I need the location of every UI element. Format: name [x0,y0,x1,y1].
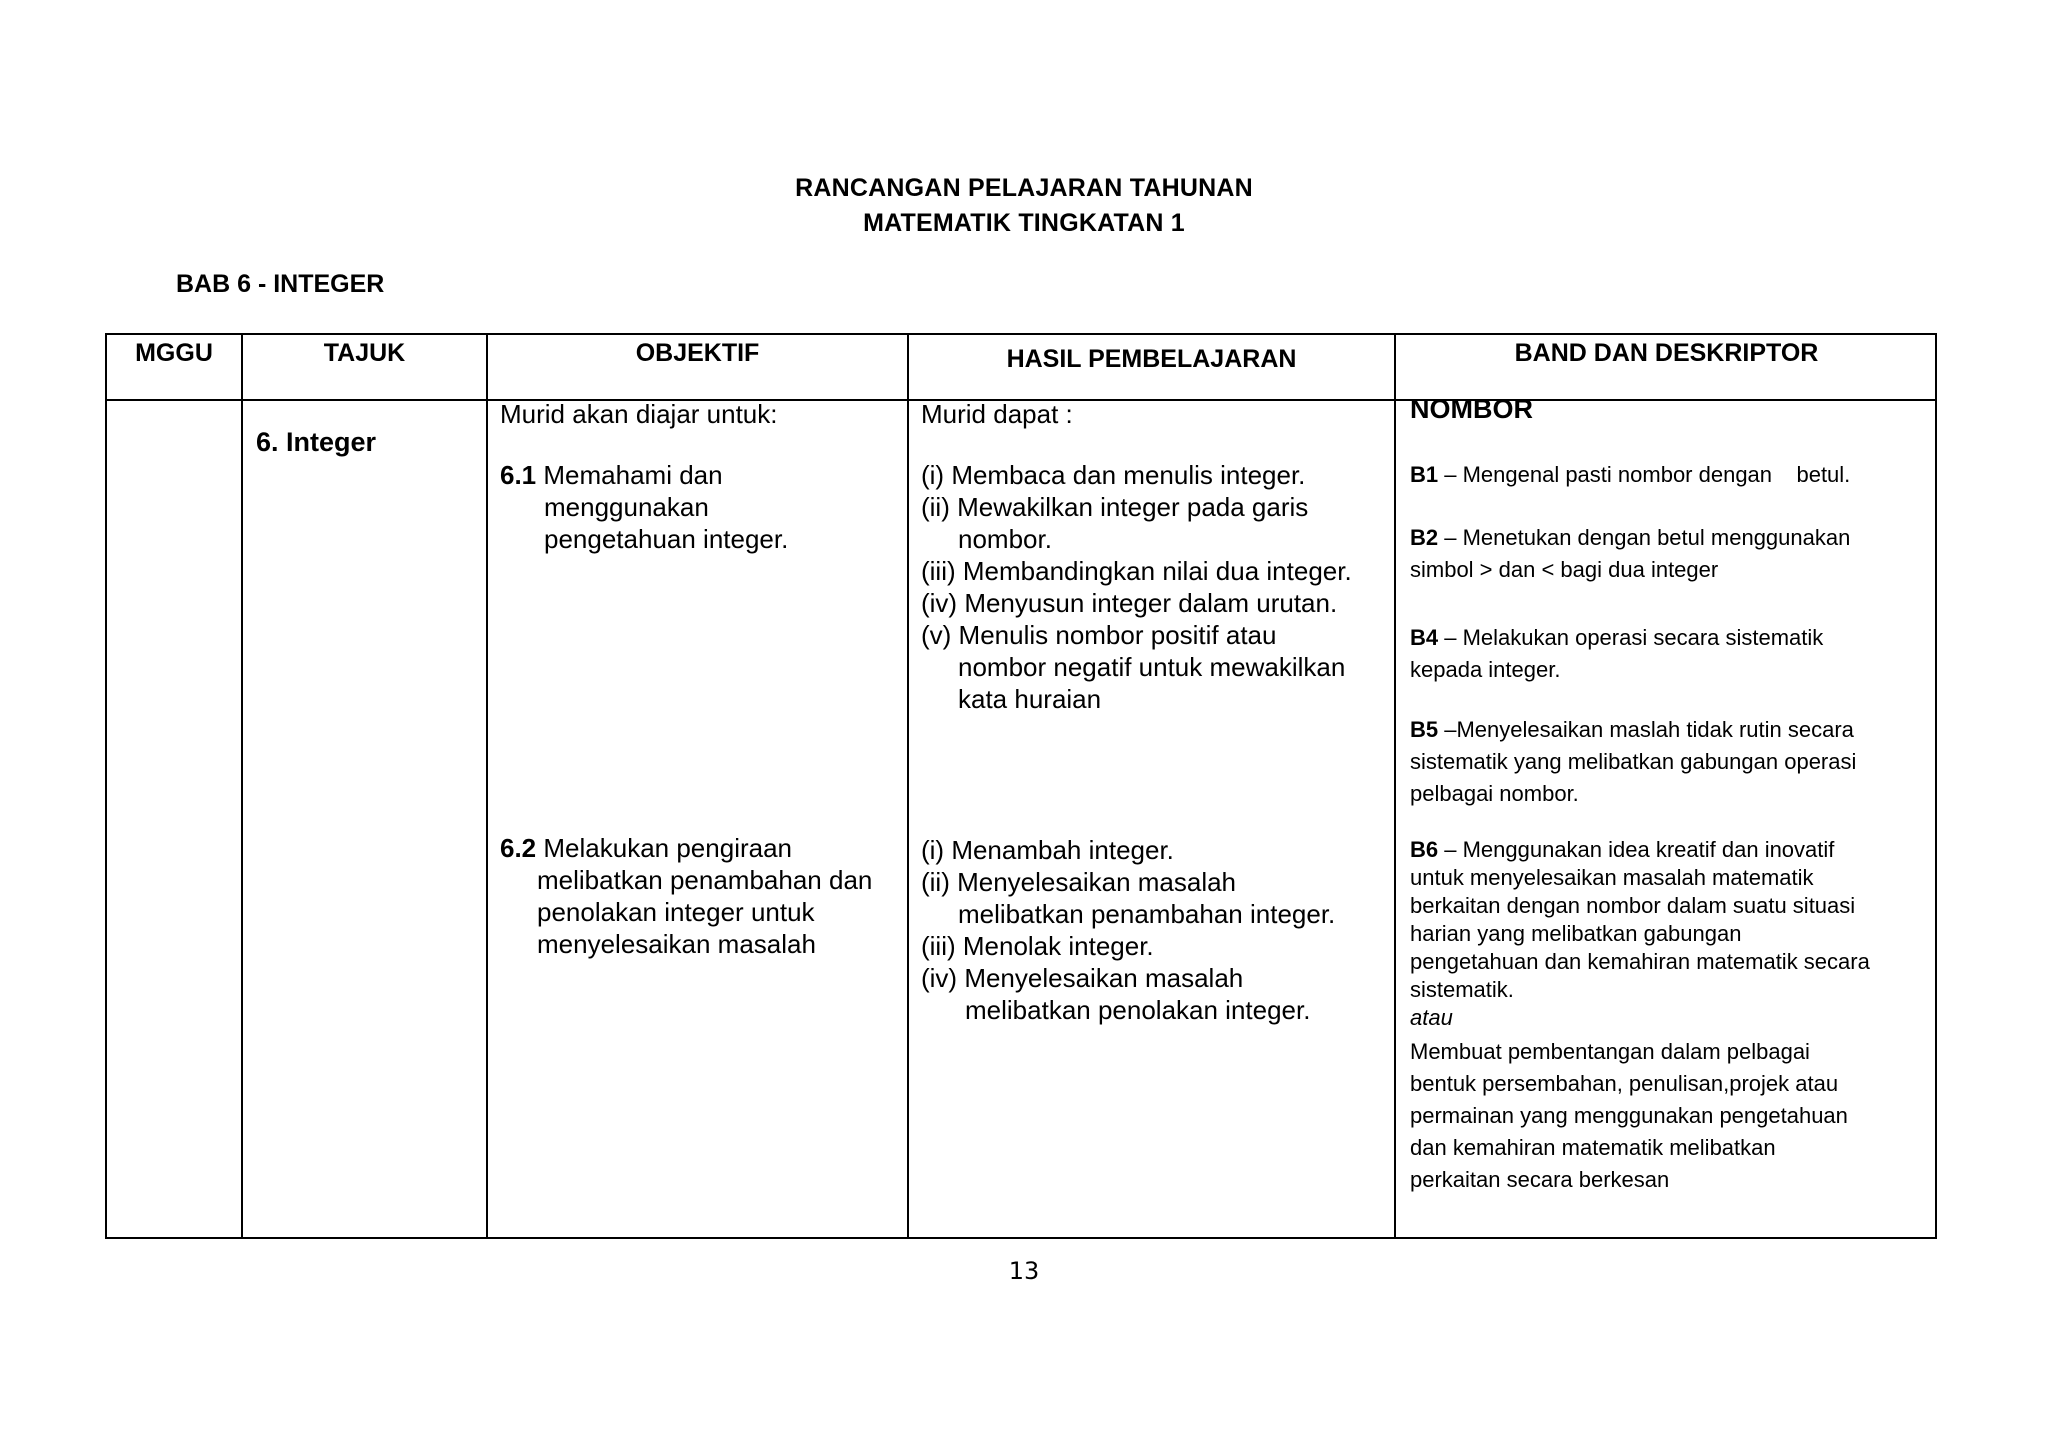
page-number: 13 [1008,1257,1040,1285]
band-b6-alternative [1410,1036,1848,1196]
objective-number: 6.1 [500,460,537,490]
band-b4 [1410,622,1823,686]
band-text: permainan yang menggunakan pengetahuan [1410,1103,1848,1128]
band-text: pelbagai nombor. [1410,781,1579,806]
column-header-tajuk: TAJUK [323,339,406,367]
outcome-item: (ii) Mewakilkan integer pada garis [921,492,1309,522]
band-text: –Menyelesaikan maslah tidak rutin secara [1438,717,1854,742]
column-header-hasil: HASIL PEMBELAJARAN [1006,345,1297,373]
outcome-item: (v) Menulis nombor positif atau [921,620,1277,650]
objective-text: pengetahuan integer. [544,524,789,554]
outcome-group-1 [921,459,1352,715]
band-code: B2 [1410,525,1439,550]
outcome-item: (iii) Menolak integer. [921,931,1154,961]
objective-text: melibatkan penambahan dan [537,865,873,895]
column-divider [241,335,243,1237]
objective-text: menyelesaikan masalah [537,929,816,959]
page-title-line1: RANCANGAN PELAJARAN TAHUNAN [795,174,1253,202]
band-code: B6 [1410,837,1439,862]
band-text: perkaitan secara berkesan [1410,1167,1670,1192]
band-text: bentuk persembahan, penulisan,projek atau [1410,1071,1839,1096]
objective-number: 6.2 [500,833,537,863]
outcome-group-2 [921,834,1335,1026]
objective-text: Memahami dan [543,460,723,490]
band-text: kepada integer. [1410,657,1561,682]
band-text: harian yang melibatkan gabungan [1410,921,1742,946]
outcome-item: nombor. [958,524,1052,554]
chapter-heading: BAB 6 - INTEGER [176,270,385,298]
outcome-item: melibatkan penambahan integer. [958,899,1336,929]
outcome-item: kata huraian [958,684,1102,714]
topic-cell: 6. Integer [256,427,377,457]
band-text: – Menggunakan idea kreatif dan inovatif [1438,837,1835,862]
band-text: – Melakukan operasi secara sistematik [1438,625,1824,650]
outcome-item: (iii) Membandingkan nilai dua integer. [921,556,1352,586]
outcome-item: (ii) Menyelesaikan masalah [921,867,1237,897]
band-code: B4 [1410,625,1439,650]
band-text: berkaitan dengan nombor dalam suatu situasi [1410,893,1856,918]
column-header-band: BAND DAN DESKRIPTOR [1514,339,1819,367]
objective-text: penolakan integer untuk [537,897,815,927]
band-b6 [1410,836,1870,1032]
objective-intro: Murid akan diajar untuk: [500,399,778,429]
page-title-line2: MATEMATIK TINGKATAN 1 [863,209,1185,237]
objective-6-2 [500,832,872,960]
column-divider [486,335,488,1237]
objective-6-1 [500,459,788,555]
column-header-mggu: MGGU [135,339,213,367]
band-text: pengetahuan dan kemahiran matematik secara [1410,949,1870,974]
band-text: – Menetukan dengan betul menggunakan [1438,525,1851,550]
column-divider [907,335,909,1237]
band-code: B5 [1410,717,1439,742]
outcome-item: melibatkan penolakan integer. [965,995,1311,1025]
outcome-item: (iv) Menyelesaikan masalah [921,963,1244,993]
objective-text: Melakukan pengiraan [543,833,793,863]
band-b5 [1410,714,1856,810]
band-text: Membuat pembentangan dalam pelbagai [1410,1039,1810,1064]
band-b1 [1410,459,1850,491]
band-text: sistematik yang melibatkan gabungan operasi [1410,749,1857,774]
band-text: untuk menyelesaikan masalah matematik [1410,865,1814,890]
column-header-objektif: OBJEKTIF [635,339,760,367]
band-b2 [1410,522,1850,586]
band-text: simbol > dan < bagi dua integer [1410,557,1719,582]
outcome-item: (iv) Menyusun integer dalam urutan. [921,588,1338,618]
band-text: sistematik. [1410,977,1514,1002]
band-code: B1 [1410,462,1439,487]
outcome-item: (i) Menambah integer. [921,835,1174,865]
outcome-item: nombor negatif untuk mewakilkan [958,652,1346,682]
band-atau: atau [1410,1005,1453,1030]
band-heading: NOMBOR [1410,394,1533,424]
band-text: dan kemahiran matematik melibatkan [1410,1135,1776,1160]
band-text: – Mengenal pasti nombor dengan betul. [1438,462,1851,487]
objective-text: menggunakan [544,492,709,522]
column-divider [1394,335,1396,1237]
outcome-item: (i) Membaca dan menulis integer. [921,460,1306,490]
outcome-intro: Murid dapat : [921,399,1073,429]
